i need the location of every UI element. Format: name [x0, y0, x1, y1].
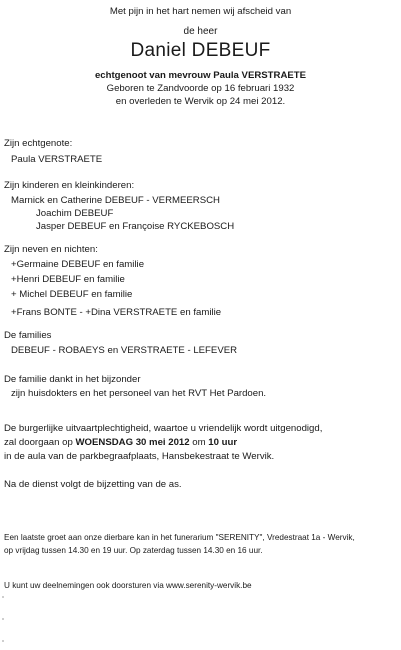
children-heading: Zijn kinderen en kleinkinderen:	[4, 180, 135, 191]
nephews-line-2: +Henri DEBEUF en familie	[11, 274, 125, 285]
nephews-heading: Zijn neven en nichten:	[4, 244, 98, 255]
scan-speck	[2, 596, 4, 598]
nephews-line-1: +Germaine DEBEUF en familie	[11, 259, 145, 270]
children-line-1: Marnick en Catherine DEBEUF - VERMEERSCH	[11, 195, 220, 206]
death-line: en overleden te Wervik op 24 mei 2012.	[115, 96, 286, 107]
scan-speck	[2, 640, 4, 642]
title-prefix: de heer	[183, 26, 218, 37]
condolences-line: U kunt uw deelnemingen ook doorsturen via www.serenity-wervik.be	[4, 581, 252, 590]
birth-line: Geboren te Zandvoorde op 16 februari 1932	[106, 83, 295, 94]
deceased-name: Daniel DEBEUF	[130, 40, 271, 61]
children-line-2: Joachim DEBEUF	[36, 208, 114, 219]
ceremony-date: WOENSDAG 30 mei 2012	[75, 437, 190, 448]
spouse-line: echtgenoot van mevrouw Paula VERSTRAETE	[94, 70, 307, 81]
thanks-line-1: De familie dankt in het bijzonder	[4, 374, 141, 385]
ceremony-line-2	[4, 437, 237, 449]
spouse-name: Paula VERSTRAETE	[11, 154, 103, 165]
spouse-heading: Zijn echtgenote:	[4, 138, 73, 149]
nephews-line-3: + Michel DEBEUF en familie	[11, 289, 133, 300]
ceremony-mid: om	[192, 437, 206, 448]
children-line-3: Jasper DEBEUF en Françoise RYCKEBOSCH	[36, 221, 235, 232]
ceremony-time: 10 uur	[208, 437, 238, 448]
ceremony-prefix: zal doorgaan op	[4, 437, 73, 448]
scan-speck	[2, 618, 4, 620]
intro-text: Met pijn in het hart nemen wij afscheid van	[109, 6, 292, 17]
viewing-line-1: Een laatste groet aan onze dierbare kan in het funerarium "SERENITY", Vredestraat 1a - Wervik,	[4, 533, 355, 542]
ceremony-line-1: De burgerlijke uitvaartplechtigheid, waartoe u vriendelijk wordt uitgenodigd,	[4, 423, 323, 434]
ceremony-line-3: in de aula van de parkbegraafplaats, Hansbekestraat te Wervik.	[4, 451, 275, 462]
burial-line: Na de dienst volgt de bijzetting van de as.	[4, 479, 182, 490]
thanks-line-2: zijn huisdokters en het personeel van het RVT Het Pardoen.	[11, 388, 267, 399]
families-line: DEBEUF - ROBAEYS en VERSTRAETE - LEFEVER	[11, 345, 238, 356]
families-heading: De families	[4, 330, 52, 341]
viewing-line-2: op vrijdag tussen 14.30 en 19 uur. Op zaterdag tussen 14.30 en 16 uur.	[4, 546, 263, 555]
nephews-line-4: +Frans BONTE - +Dina VERSTRAETE en familie	[11, 307, 222, 318]
